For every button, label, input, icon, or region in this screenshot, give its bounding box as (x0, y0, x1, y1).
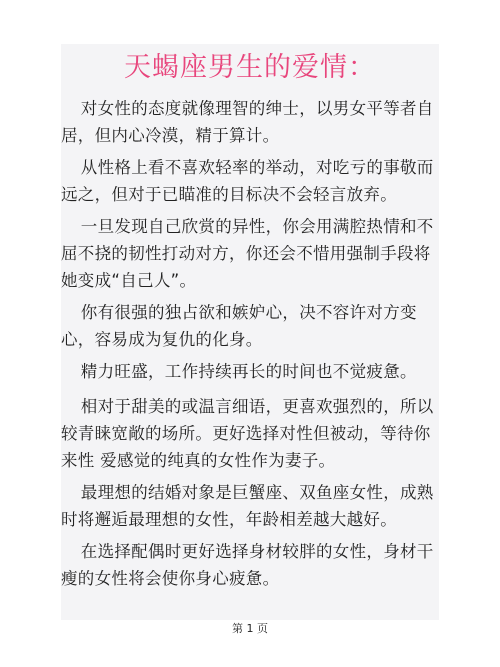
paragraph-8: 在选择配偶时更好选择身材较胖的女性，身材干瘦的女性将会使你身心疲惫。 (61, 542, 434, 588)
paragraph-4: 你有很强的独占欲和嫉妒心，决不容许对方变心，容易成为复仇的化身。 (61, 303, 417, 349)
paragraph-3: 一旦发现自己欣赏的异性，你会用满腔热情和不屈不挠的韧性打动对方，你还会不惜用强制手段将她变成“自己人”。 (61, 217, 434, 290)
paragraph-5: 精力旺盛，工作持续再长的时间也不觉疲惫。 (80, 362, 417, 381)
paragraph-7: 最理想的结婚对象是巨蟹座、双鱼座女性，成熟时将邂逅最理想的女性，年龄相差越大越好。 (61, 483, 434, 529)
page-number: 第 1 页 (232, 622, 268, 635)
paragraph-6: 相对于甜美的或温言细语，更喜欢强烈的，所以较青睐宽敞的场所。更好选择对性但被动，等待你来性 爱感觉的纯真的女性作为妻子。 (61, 397, 434, 470)
paragraph-1: 对女性的态度就像理智的绅士，以男女平等者自居，但内心冷漠，精于算计。 (61, 99, 434, 145)
document-title: 天蝎座男生的爱情： (124, 52, 376, 83)
paragraph-2: 从性格上看不喜欢轻率的举动，对吃亏的事敬而远之，但对于已瞄准的目标决不会轻言放弃。 (61, 158, 434, 204)
